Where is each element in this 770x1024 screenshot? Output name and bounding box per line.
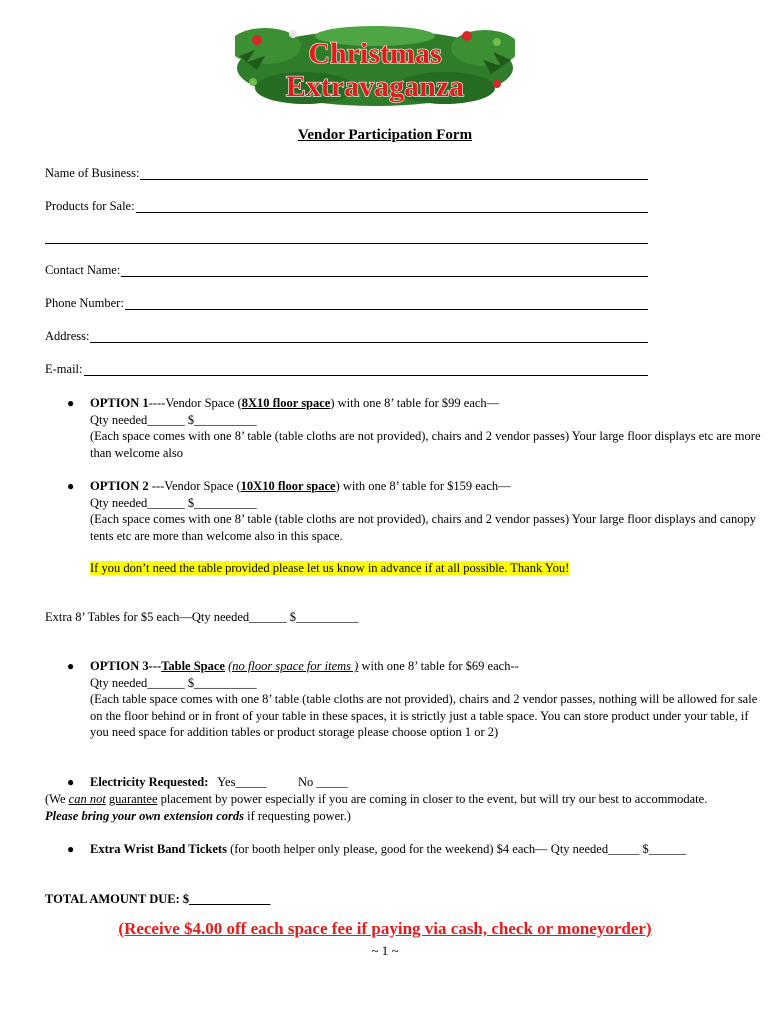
total-amount-due: [45, 891, 725, 908]
option-rest: ) with one 8’ table for $99 each—: [330, 396, 500, 410]
electricity-choices: Yes_____ No _____: [208, 775, 348, 789]
option-2-headline: [90, 478, 770, 495]
option-size: 10X10 floor space: [240, 479, 336, 493]
option-2-block: [45, 478, 770, 544]
electricity-note: [45, 791, 725, 824]
option-label: OPTION 2: [90, 479, 149, 493]
bullet-icon: ●: [67, 396, 75, 410]
fill-line: [125, 298, 648, 310]
note-extension-cords: Please bring your own extension cords: [45, 808, 244, 823]
fill-line: [121, 265, 648, 277]
field-label: Phone Number:: [45, 296, 124, 310]
page-number: ~ 1 ~: [371, 943, 399, 958]
option-1-headline: [90, 395, 770, 412]
products-continuation-line: [45, 232, 648, 244]
option-rest: with one 8’ table for $69 each--: [358, 659, 519, 673]
option-3-block: [45, 658, 770, 741]
option-label: OPTION 1: [90, 396, 149, 410]
note-cannot: can not: [68, 792, 106, 806]
option-dash: ----Vendor Space (: [148, 396, 242, 410]
field-label: E-mail:: [45, 362, 83, 376]
contact-name-field: [45, 263, 648, 277]
field-label: Contact Name:: [45, 263, 121, 277]
electricity-label: Electricity Requested:: [90, 775, 209, 789]
business-name-field: [45, 166, 648, 180]
products-for-sale-field: [45, 199, 648, 213]
option-3-headline: [90, 658, 770, 675]
email-field: [45, 362, 648, 376]
option-description: (Each space comes with one 8’ table (table cloths are not provided), chairs and 2 vendor passes) Your large floor displays and canopy tents etc are more than welcome also in this space.: [90, 512, 757, 543]
option-1-block: [45, 395, 770, 461]
option-size: 8X10 floor space: [241, 396, 331, 410]
bullet-icon: ●: [67, 775, 75, 789]
option-rest: ) with one 8’ table for $159 each—: [335, 479, 511, 493]
note-part: if requesting power.): [243, 808, 351, 823]
address-field: [45, 329, 648, 343]
fill-line: [84, 364, 649, 376]
option-dash: ---Vendor Space (: [148, 479, 241, 493]
option-qty: Qty needed______ $__________: [90, 412, 257, 427]
bullet-icon: ●: [67, 479, 75, 493]
total-blank: _____________: [189, 892, 271, 906]
option-label: OPTION 3---: [90, 659, 162, 673]
wristband-line: [90, 841, 750, 858]
option-qty: Qty needed______ $__________: [90, 675, 257, 690]
field-label: Name of Business:: [45, 166, 140, 180]
electricity-line: [90, 774, 770, 791]
fill-line: [140, 168, 648, 180]
note-part: placement by power especially if you are coming in closer to the event, but will try our best to accommodate.: [157, 792, 708, 806]
highlighted-text: If you don’t need the table provided please let us know in advance if at all possible. Thank You!: [90, 561, 570, 575]
extra-tables-line: Extra 8’ Tables for $5 each—Qty needed______ $__________: [45, 610, 359, 624]
fill-line: [90, 331, 648, 343]
option-description: (Each space comes with one 8’ table (table cloths are not provided), chairs and 2 vendor passes) Your large floor displays etc are more than welcome also: [90, 429, 761, 460]
fill-line: [136, 201, 648, 213]
wristband-block: [45, 841, 750, 858]
bullet-icon: ●: [67, 842, 75, 856]
logo-word-extravaganza: Extravaganza: [285, 70, 465, 103]
option-qty: Qty needed______ $__________: [90, 495, 257, 510]
bullet-icon: ●: [67, 659, 75, 673]
option-name: Table Space: [161, 659, 225, 673]
note-part: (We: [45, 792, 69, 806]
christmas-extravaganza-logo: [235, 26, 515, 106]
wristband-rest: (for booth helper only please, good for the weekend) $4 each— Qty needed_____ $______: [226, 842, 687, 856]
form-title: Vendor Participation Form: [297, 127, 473, 143]
field-label: Products for Sale:: [45, 199, 135, 213]
option-description: (Each table space comes with one 8’ table (table cloths are not provided), chairs and 2 vendor passes, nothing will be allowed for sale on the floor behind or in front of your table in these spaces, it is strictly just a table space. You can store product under your table, if you need space for addition tables or product storage please choose option 1 or 2): [90, 692, 758, 740]
fill-line: [45, 232, 648, 244]
option-note: (no floor space for items ): [228, 659, 359, 673]
phone-number-field: [45, 296, 648, 310]
note-guarantee: guarantee: [108, 792, 158, 806]
field-label: Address:: [45, 329, 90, 343]
electricity-block: [45, 774, 770, 791]
cash-discount-offer: (Receive $4.00 off each space fee if paying via cash, check or moneyorder): [118, 919, 652, 938]
table-not-needed-note: [90, 560, 730, 577]
logo-word-christmas: Christmas: [308, 37, 442, 70]
total-label: TOTAL AMOUNT DUE: $: [45, 892, 190, 906]
wristband-label: Extra Wrist Band Tickets: [90, 842, 227, 856]
